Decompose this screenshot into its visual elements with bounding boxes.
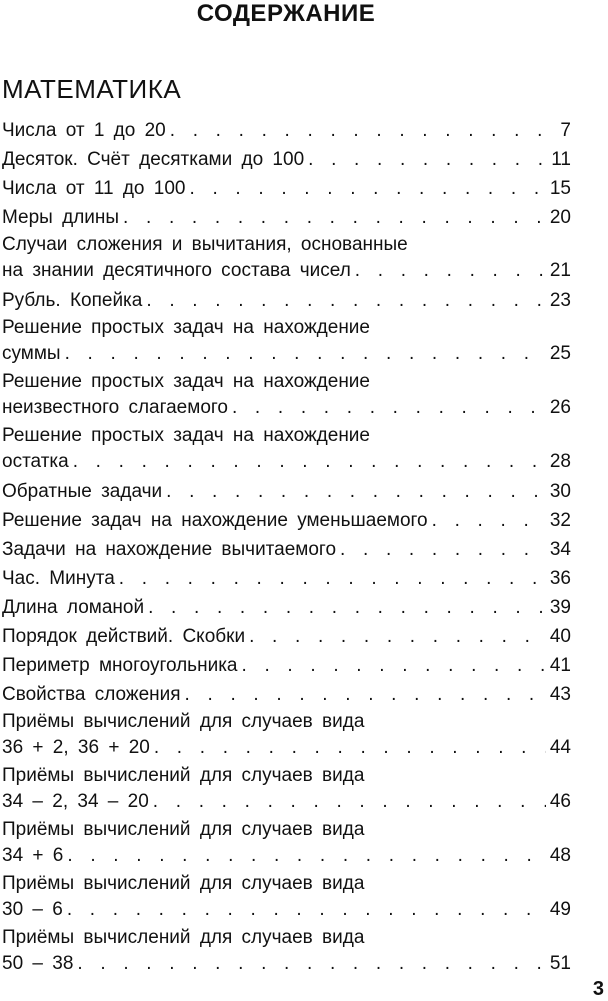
toc-entry-title: Десяток. Счёт десятками до 100 — [2, 149, 305, 170]
toc-entry-title: Числа от 11 до 100 — [2, 178, 186, 199]
toc-entry — [2, 622, 571, 651]
dot-leader — [308, 145, 547, 174]
toc-entry — [2, 286, 571, 315]
dot-leader — [154, 735, 546, 761]
dot-leader — [340, 535, 546, 564]
toc-entry-page: 40 — [549, 626, 571, 647]
toc-entry-page: 49 — [549, 899, 571, 920]
toc-entry — [2, 709, 571, 761]
toc-entry-title: Рубль. Копейка — [2, 290, 143, 311]
toc-entry-title-line: Приёмы вычислений для случаев вида — [2, 711, 365, 732]
toc-entry-page: 11 — [551, 149, 571, 170]
toc-entry — [2, 477, 571, 506]
toc-entry — [2, 232, 571, 284]
toc-entry-title: Порядок действий. Скобки — [2, 626, 246, 647]
toc-entry-page: 41 — [549, 655, 571, 676]
toc-entry-title: суммы — [2, 343, 61, 364]
toc-entry-page: 7 — [560, 120, 571, 141]
dot-leader — [232, 395, 546, 421]
toc-entry-title: Решение задач на нахождение уменьшаемого — [2, 510, 428, 531]
dot-leader — [189, 174, 545, 203]
dot-leader — [65, 341, 546, 367]
toc-entry — [2, 593, 571, 622]
toc-entry-page: 32 — [549, 510, 571, 531]
dot-leader — [170, 116, 557, 145]
toc-entry-page: 44 — [549, 737, 571, 758]
toc-entry — [2, 116, 571, 145]
toc-entry-page: 23 — [549, 290, 571, 311]
toc-entry — [2, 680, 571, 709]
toc-entry — [2, 369, 571, 421]
toc-entry-title-line: Случаи сложения и вычитания, основанные — [2, 234, 408, 255]
toc-entry-title: 36 + 2, 36 + 20 — [2, 737, 150, 758]
dot-leader — [119, 564, 546, 593]
toc-entry-page: 48 — [549, 845, 571, 866]
dot-leader — [123, 203, 546, 232]
toc-entry — [2, 423, 571, 475]
toc-entry-page: 30 — [549, 481, 571, 502]
toc-entry — [2, 174, 571, 203]
toc-entry — [2, 564, 571, 593]
dot-leader — [67, 897, 546, 923]
toc-entry — [2, 763, 571, 815]
toc-entry-title: 30 – 6 — [2, 899, 63, 920]
toc-entry-page: 15 — [549, 178, 571, 199]
section-title: МАТЕМАТИКА — [2, 74, 182, 104]
toc-entry-title: Меры длины — [2, 207, 120, 228]
toc-entry-title-line: Решение простых задач на нахождение — [2, 425, 370, 446]
toc-entry-title: 50 – 38 — [2, 953, 74, 974]
page-number: 3 — [592, 978, 604, 1000]
toc-entry-page: 34 — [549, 539, 571, 560]
toc-entry-page: 25 — [549, 343, 571, 364]
dot-leader — [432, 506, 546, 535]
toc-entry — [2, 535, 571, 564]
toc-entry-title: Числа от 1 до 20 — [2, 120, 166, 141]
toc-entry-page: 51 — [549, 953, 571, 974]
toc-entry-title: Задачи на нахождение вычитаемого — [2, 539, 337, 560]
dot-leader — [355, 258, 546, 284]
dot-leader — [166, 477, 546, 506]
toc-entry — [2, 817, 571, 869]
toc-entry-title-line: Приёмы вычислений для случаев вида — [2, 765, 365, 786]
toc-entry — [2, 203, 571, 232]
toc-entry-title: Обратные задачи — [2, 481, 163, 502]
dot-leader — [73, 449, 546, 475]
toc-entry-title: 34 – 2, 34 – 20 — [2, 791, 149, 812]
dot-leader — [148, 593, 546, 622]
toc-entry-page: 43 — [549, 684, 571, 705]
dot-leader — [77, 951, 545, 977]
toc-entry-page: 39 — [549, 597, 571, 618]
toc-entry-title-line: Решение простых задач на нахождение — [2, 317, 370, 338]
dot-leader — [153, 789, 546, 815]
toc-entry — [2, 506, 571, 535]
page-title: СОДЕРЖАНИЕ — [196, 0, 376, 27]
dot-leader — [146, 286, 546, 315]
toc-entry-title: на знании десятичного состава чисел — [2, 260, 351, 281]
toc-entry-page: 36 — [549, 568, 571, 589]
dot-leader — [185, 680, 546, 709]
dot-leader — [67, 843, 546, 869]
toc-entry-title: Свойства сложения — [2, 684, 181, 705]
toc-entry — [2, 651, 571, 680]
toc-entry-page: 46 — [549, 791, 571, 812]
toc-entry-title-line: Решение простых задач на нахождение — [2, 371, 370, 392]
dot-leader — [242, 651, 546, 680]
toc-entry — [2, 315, 571, 367]
toc-entry-page: 26 — [549, 397, 571, 418]
toc-entry-page: 20 — [549, 207, 571, 228]
toc-entry — [2, 145, 571, 174]
toc-entry-page: 21 — [549, 260, 571, 281]
toc-entry-title: Периметр многоугольника — [2, 655, 238, 676]
toc-entry-title-line: Приёмы вычислений для случаев вида — [2, 927, 365, 948]
toc-entry-title: неизвестного слагаемого — [2, 397, 228, 418]
toc-entry-title: Час. Минута — [2, 568, 115, 589]
toc-entry-title-line: Приёмы вычислений для случаев вида — [2, 819, 365, 840]
toc-entry-title: 34 + 6 — [2, 845, 64, 866]
toc-entry-title-line: Приёмы вычислений для случаев вида — [2, 873, 365, 894]
toc-entry-title: остатка — [2, 451, 69, 472]
toc-entry-page: 28 — [549, 451, 571, 472]
toc-entry-title: Длина ломаной — [2, 597, 145, 618]
table-of-contents — [2, 116, 571, 979]
toc-entry — [2, 925, 571, 977]
dot-leader — [249, 622, 546, 651]
toc-entry — [2, 871, 571, 923]
